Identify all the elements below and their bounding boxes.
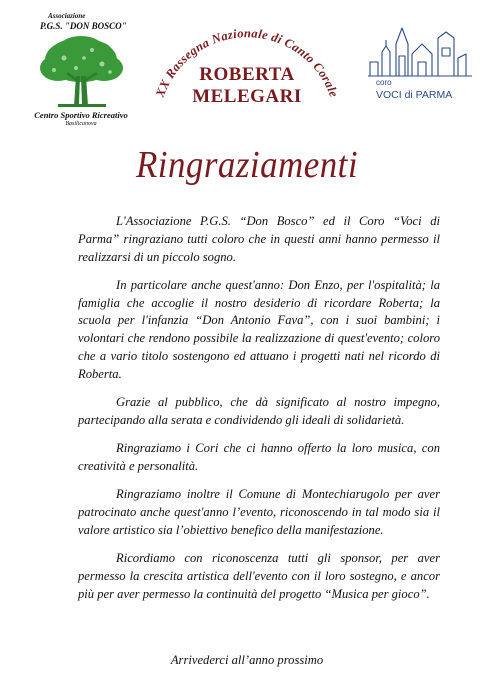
paragraph: Ringraziamo i Cori che ci hanno offerto la loro musica, con creatività e personalità.	[78, 441, 440, 474]
paragraph: L'Associazione P.G.S. “Don Bosco” ed il Coro “Voci di Parma” ringraziano tutti coloro che in questi anni hanno permesso il realizzarsi di un piccolo sogno.	[78, 214, 440, 264]
voci-di-parma-logo	[368, 26, 472, 112]
closing-line: Arrivederci all’anno prossimo	[170, 653, 324, 667]
paragraph: In particolare anche quest'anno: Don Enzo, per l'ospitalità; la famiglia che accoglie il nostro desiderio di ricordare Roberta; la scuola per l'infanzia “Don Antonio Fava”, con i suoi bambini; i volontari che rendono possibile la realizzazione di quest'evento; coloro che a vario titolo sostengono ed attuano i progetti nati nel ricordo di Roberta.	[78, 277, 440, 381]
melegari-label: MELEGARI	[192, 86, 302, 107]
assoc-name-label: P.G.S. "DON BOSCO"	[40, 21, 127, 31]
coro-label: coro	[376, 78, 392, 87]
tree-logo-icon	[36, 34, 126, 108]
rassegna-arc-text: XX Rassegna Nazionale di Canto Corale	[152, 26, 342, 100]
coro-name-label: VOCI di PARMA	[376, 89, 453, 101]
assoc-small-label: Associazione	[48, 12, 86, 20]
paragraph: Grazie al pubblico, che dà significato al nostro impegno, partecipando alla serata e condividendo gli ideali di solidarietà.	[78, 395, 440, 427]
place-label: Basilicanova	[65, 121, 97, 127]
body-text	[78, 213, 440, 614]
pgs-don-bosco-logo	[22, 12, 140, 130]
page-title: Ringraziamenti	[135, 144, 359, 186]
city-skyline-icon	[368, 26, 472, 78]
paragraph: Ringraziamo inoltre il Comune di Montechiarugolo per aver patrocinato anche quest'anno l’evento, riconoscendo in tal modo sia il valore artistico sia l’obiettivo benefico della manifestazione.	[78, 487, 440, 537]
paragraph: Ricordiamo con riconoscenza tutti gli sponsor, per aver permesso la crescita artistica dell'evento con il loro sostegno, e ancor più per aver permesso la continuità del progetto “Musica per gioco”.	[78, 551, 440, 601]
rassegna-logo	[142, 12, 352, 124]
roberta-label: ROBERTA	[199, 64, 295, 85]
centro-sportivo-label: Centro Sportivo Ricreativo	[34, 110, 128, 120]
